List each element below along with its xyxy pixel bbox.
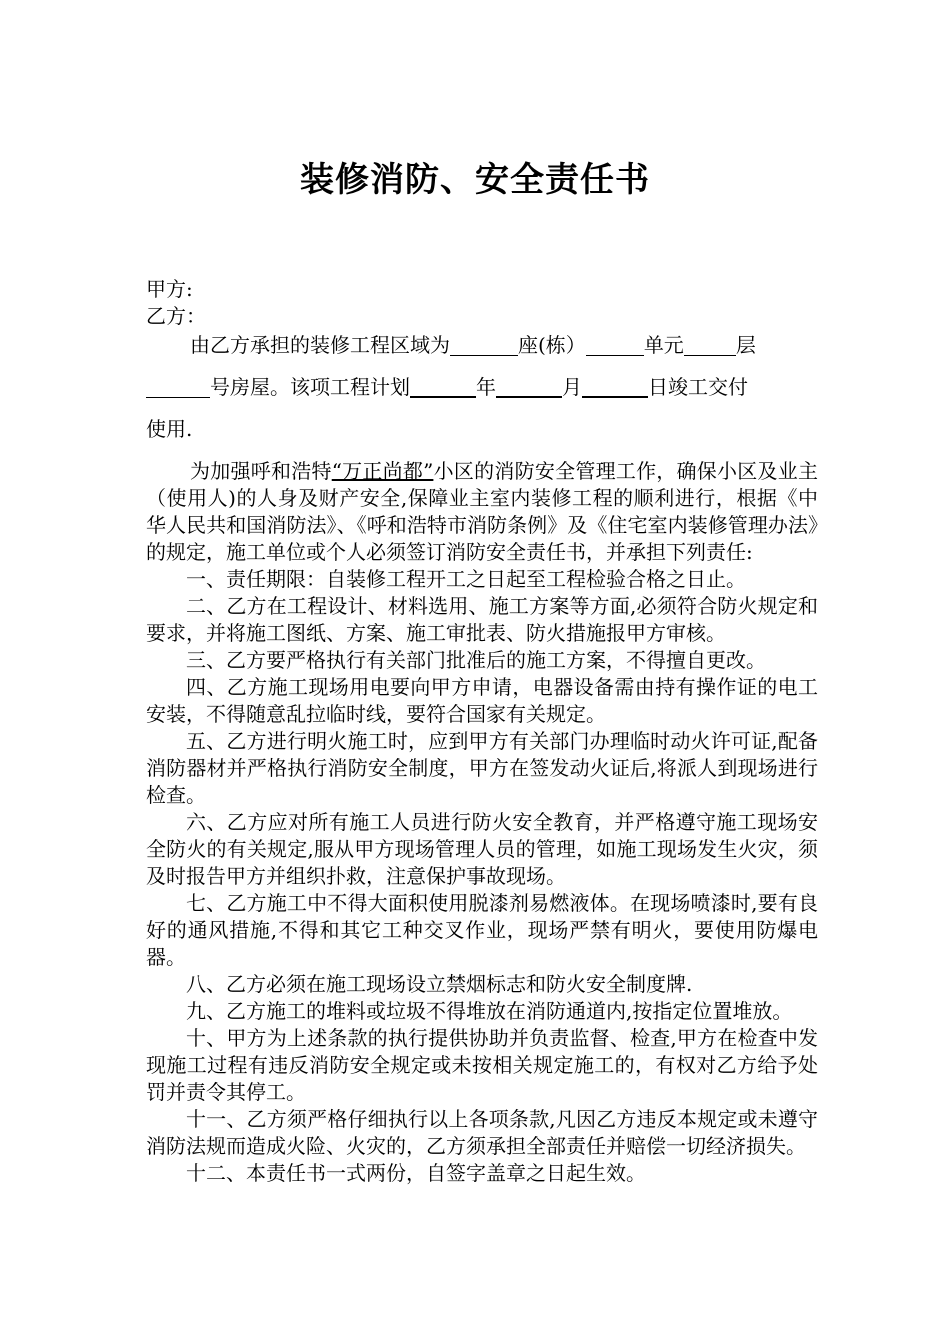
- clause-10: 十、甲方为上述条款的执行提供协助并负责监督、检查,甲方在检查中发现施工过程有违反消防安全规定或未按相关规定施工的，有权对乙方给予处罚并责令其停工。: [146, 1026, 818, 1104]
- clause-9: 九、乙方施工的堆料或垃圾不得堆放在消防通道内,按指定位置堆放。: [186, 999, 793, 1023]
- scope-text-4: 层: [735, 333, 756, 357]
- clause-3: 三、乙方要严格执行有关部门批准后的施工方案，不得擅自更改。: [186, 648, 766, 672]
- clause-8: 八、乙方必须在施工现场设立禁烟标志和防火安全制度牌.: [186, 972, 693, 996]
- year-blank[interactable]: [410, 376, 476, 398]
- clause-12: 十二、本责任书一式两份，自签字盖章之日起生效。: [186, 1161, 646, 1185]
- clause-11: 十一、乙方须严格仔细执行以上各项条款,凡因乙方违反本规定或未遵守消防法规而造成火险、火灾的，乙方须承担全部责任并赔偿一切经济损失。: [146, 1107, 818, 1158]
- unit-blank[interactable]: [586, 335, 644, 356]
- floor-blank[interactable]: [684, 335, 736, 356]
- document-body: [146, 276, 818, 1187]
- scope-text-3: 单元: [643, 333, 684, 357]
- community-name: “万正尚都”: [331, 459, 434, 483]
- clause-4: 四、乙方施工现场用电要向甲方申请，电器设备需由持有操作证的电工安装，不得随意乱拉临时线，要符合国家有关规定。: [146, 675, 818, 726]
- building-blank[interactable]: [450, 335, 518, 356]
- scope-text-9: 使用.: [146, 417, 193, 441]
- intro-paragraph: [146, 458, 818, 566]
- scope-text-6: 年: [476, 375, 496, 399]
- room-blank[interactable]: [146, 377, 210, 398]
- clause-1: 一、责任期限：自装修工程开工之日起至工程检验合格之日止。: [186, 567, 746, 591]
- clause-2: 二、乙方在工程设计、材料选用、施工方案等方面,必须符合防火规定和要求，并将施工图纸、方案、施工审批表、防火措施报甲方审核。: [146, 594, 818, 645]
- scope-text-2: 座(栋）: [518, 333, 586, 357]
- intro-post: 小区的消防安全管理工作，确保小区及业主（使用人)的人身及财产安全,保障业主室内装修工程的顺利进行，根据《中华人民共和国消防法》、《呼和浩特市消防条例》及《住宅室内装修管理办法》的规定，施工单位或个人必须签订消防安全责任书，并承担下列责任:: [146, 459, 819, 564]
- day-blank[interactable]: [582, 376, 648, 398]
- scope-text-5: 号房屋。该项工程计划: [210, 375, 410, 399]
- scope-line-2: [146, 366, 818, 408]
- clause-7: 七、乙方施工中不得大面积使用脱漆剂易燃液体。在现场喷漆时,要有良好的通风措施,不得和其它工种交叉作业，现场严禁有明火，要使用防爆电器。: [146, 891, 818, 969]
- scope-text-7: 月: [562, 375, 582, 399]
- party-a-label: 甲方:: [146, 277, 193, 301]
- month-blank[interactable]: [496, 376, 562, 398]
- clause-5: 五、乙方进行明火施工时，应到甲方有关部门办理临时动火许可证,配备消防器材并严格执行消防安全制度，甲方在签发动火证后,将派人到现场进行检查。: [146, 729, 818, 807]
- document-title: 装修消防、安全责任书: [300, 160, 650, 200]
- party-b-label: 乙方：: [146, 304, 206, 328]
- scope-text-8: 日竣工交付: [648, 375, 748, 399]
- clause-6: 六、乙方应对所有施工人员进行防火安全教育，并严格遵守施工现场安全防火的有关规定,服从甲方现场管理人员的管理，如施工现场发生火灾，须及时报告甲方并组织扑救，注意保护事故现场。: [146, 810, 818, 888]
- scope-paragraph: [146, 324, 818, 366]
- intro-pre: 为加强呼和浩特: [190, 459, 332, 483]
- scope-text-1: 由乙方承担的装修工程区域为: [190, 333, 450, 357]
